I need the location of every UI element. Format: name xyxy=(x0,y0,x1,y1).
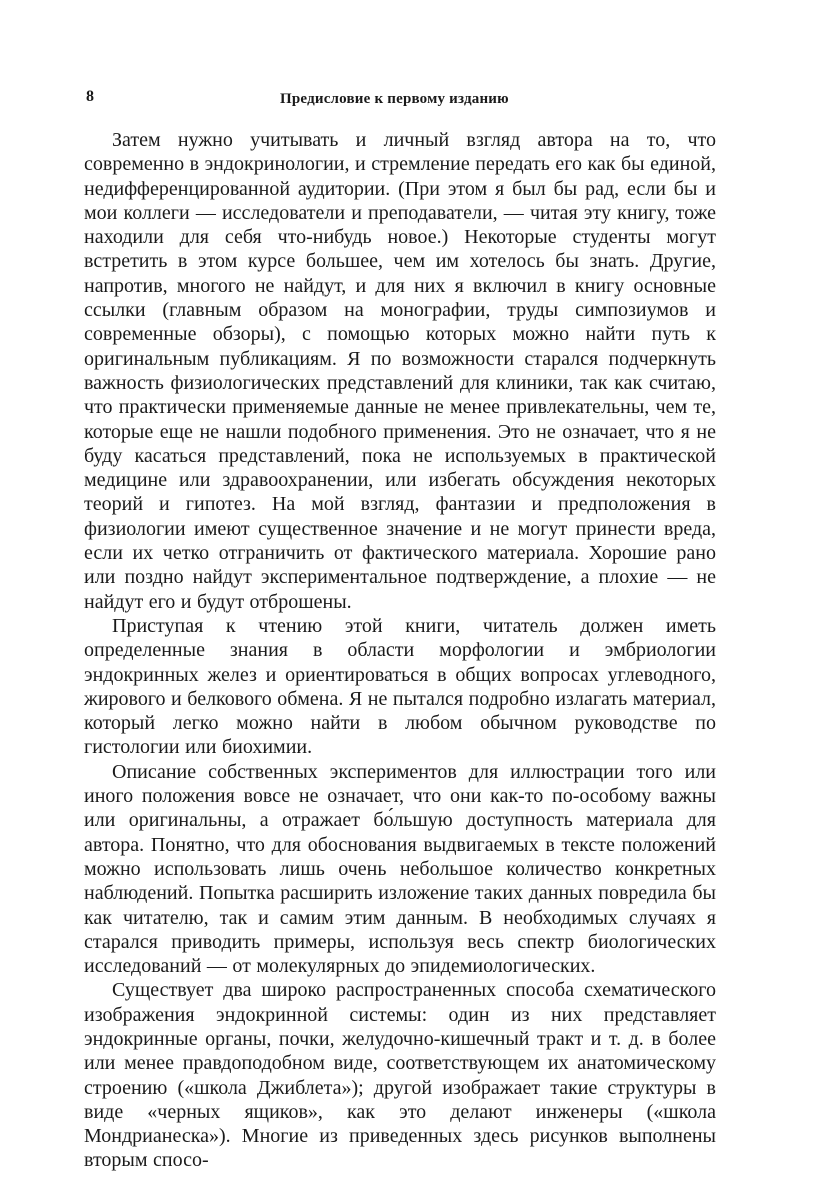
book-page xyxy=(84,88,716,1173)
page-number: 8 xyxy=(86,88,94,105)
paragraph-author-view: Затем нужно учитывать и личный взгляд автора на то, что современно в эндокринологии, и стремление передать его как бы единой, недифференцированной аудитории. (При этом я был бы рад, если бы и мои коллеги — исследователи и преподаватели, — читая эту книгу, тоже находили для себя что-нибудь новое.) Некоторые студенты могут встретить в этом курсе большее, чем им хотелось бы знать. Другие, напротив, многого не найдут, и для них я включил в книгу основные ссылки (главным образом на монографии, труды симпозиумов и современные обзоры), с помощью которых можно найти путь к оригинальным публикациям. Я по возможности старался подчеркнуть важность физиологических представлений для клиники, так как считаю, что практически применяемые данные не менее привлекательны, чем те, которые еще не нашли подобного применения. Это не означает, что я не буду касаться представлений, пока не используемых в практической медицине или здравоохранении, или избегать обсуждения некоторых теорий и гипотез. На мой взгляд, фантазии и предположения в физиологии имеют существенное значение и не могут принести вреда, если их четко отграничить от фактического материала. Хорошие рано или поздно найдут экспериментальное подтверждение, а плохие — не найдут его и будут отброшены. xyxy=(84,129,716,613)
running-title: Предисловие к первому изданию xyxy=(280,91,509,107)
paragraph-reader-prerequisites: Приступая к чтению этой книги, читатель должен иметь определенные знания в области морфологии и эмбриологии эндокринных желез и ориентироваться в общих вопросах углеводного, жирового и белкового обмена. Я не пытался подробно излагать материал, который легко можно найти в любом обычном руководстве по гистологии или биохимии. xyxy=(84,614,716,759)
body-text xyxy=(84,128,716,1173)
page-header xyxy=(84,88,716,118)
paragraph-own-experiments: Описание собственных экспериментов для иллюстрации того или иного положения вовсе не означает, что они как-то по-особому важны или оригинальны, а отражает бо́льшую доступность материала для автора. Понятно, что для обоснования выдвигаемых в тексте положений можно использовать лишь очень небольшое количество конкретных наблюдений. Попытка расширить изложение таких данных повредила бы как читателю, так и самим этим данным. В необходимых случаях я старался приводить примеры, используя весь спектр биологических исследований — от молекулярных до эпидемиологических. xyxy=(84,760,716,978)
paragraph-schematic-methods: Существует два широко распространенных способа схематического изображения эндокринной системы: один из них представляет эндокринные органы, почки, желудочно-кишечный тракт и т. д. в более или менее правдоподобном виде, соответствующем их анатомическому строению («школа Джиблета»); другой изображает такие структуры в виде «черных ящиков», как это делают инженеры («школа Мондрианеска»). Многие из приведенных здесь рисунков выполнены вторым спосо- xyxy=(84,979,716,1172)
